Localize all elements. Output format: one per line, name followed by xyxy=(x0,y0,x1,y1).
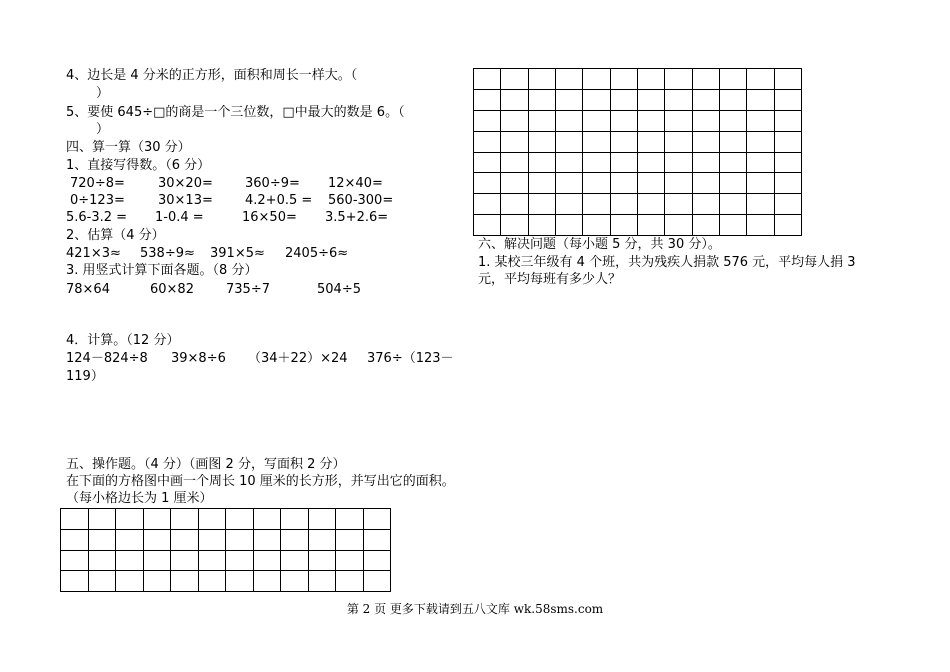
grid-cell[interactable] xyxy=(116,529,144,550)
grid-cell[interactable] xyxy=(474,69,501,90)
grid-cell[interactable] xyxy=(116,571,144,592)
grid-cell[interactable] xyxy=(583,152,610,173)
sub-1-title: 1、直接写得数。（6 分） xyxy=(66,158,211,173)
direct-item: 1-0.4 = xyxy=(155,210,204,225)
direct-row-3 xyxy=(0,210,460,226)
grid-cell[interactable] xyxy=(363,509,391,530)
grid-cell[interactable] xyxy=(88,529,116,550)
sub-2-title: 2、估算（4 分） xyxy=(66,228,165,243)
grid-cell[interactable] xyxy=(747,215,774,236)
compute-row xyxy=(0,351,460,367)
grid-cell[interactable] xyxy=(474,131,501,152)
grid-cell[interactable] xyxy=(363,529,391,550)
section-5-note: （每小格边长为 1 厘米） xyxy=(66,491,213,506)
grid-cell[interactable] xyxy=(171,529,199,550)
grid-cell[interactable] xyxy=(555,110,582,131)
grid-cell[interactable] xyxy=(555,215,582,236)
grid-cell[interactable] xyxy=(692,173,719,194)
grid-cell[interactable] xyxy=(501,215,528,236)
sub-3-title: 3. 用竖式计算下面各题。（8 分） xyxy=(66,263,258,278)
grid-row xyxy=(474,131,802,152)
grid-cell[interactable] xyxy=(610,152,637,173)
grid-cell[interactable] xyxy=(665,69,692,90)
direct-item: 3.5+2.6= xyxy=(325,210,389,225)
grid-cell[interactable] xyxy=(336,529,364,550)
grid-cell[interactable] xyxy=(747,131,774,152)
grid-cell[interactable] xyxy=(692,69,719,90)
grid-row xyxy=(474,110,802,131)
grid-cell[interactable] xyxy=(226,571,254,592)
grid-row xyxy=(61,529,391,550)
grid-cell[interactable] xyxy=(116,509,144,530)
grid-cell[interactable] xyxy=(555,173,582,194)
grid-cell[interactable] xyxy=(665,131,692,152)
estimate-row xyxy=(0,246,460,262)
estimate-item: 2405÷6≈ xyxy=(285,246,349,261)
grid-cell[interactable] xyxy=(198,550,226,571)
grid-cell[interactable] xyxy=(336,509,364,530)
grid-cell[interactable] xyxy=(774,131,801,152)
grid-cell[interactable] xyxy=(88,571,116,592)
grid-cell[interactable] xyxy=(253,550,281,571)
question-5-text: 5、要使 645÷□的商是一个三位数，□中最大的数是 6。（ xyxy=(66,105,405,120)
grid-cell[interactable] xyxy=(171,550,199,571)
estimate-item: 391×5≈ xyxy=(210,246,265,261)
grid-cell[interactable] xyxy=(555,89,582,110)
grid-cell[interactable] xyxy=(363,571,391,592)
grid-cell[interactable] xyxy=(528,110,555,131)
section-6-title: 六、解决问题（每小题 5 分，共 30 分）。 xyxy=(478,237,721,252)
grid-cell[interactable] xyxy=(747,69,774,90)
problem-1-line-2: 元，平均每班有多少人？ xyxy=(478,272,622,287)
grid-row xyxy=(474,89,802,110)
grid-cell[interactable] xyxy=(692,110,719,131)
grid-cell[interactable] xyxy=(665,110,692,131)
grid-row xyxy=(61,571,391,592)
direct-row-2 xyxy=(0,193,460,209)
grid-cell[interactable] xyxy=(637,110,664,131)
grid-cell[interactable] xyxy=(501,152,528,173)
estimate-item: 538÷9≈ xyxy=(140,246,195,261)
question-5-paren: ） xyxy=(96,122,110,137)
grid-row xyxy=(474,215,802,236)
drawing-grid-right[interactable] xyxy=(473,68,802,236)
grid-row xyxy=(474,194,802,215)
grid-cell[interactable] xyxy=(253,571,281,592)
grid-cell[interactable] xyxy=(774,173,801,194)
grid-cell[interactable] xyxy=(474,89,501,110)
problem-1-line-1: 1. 某校三年级有 4 个班，共为残疾人捐款 576 元，平均每人捐 3 xyxy=(478,255,856,270)
grid-cell[interactable] xyxy=(692,194,719,215)
grid-cell[interactable] xyxy=(308,571,336,592)
grid-cell[interactable] xyxy=(719,131,746,152)
vertical-row xyxy=(0,282,460,298)
grid-cell[interactable] xyxy=(665,89,692,110)
grid-cell[interactable] xyxy=(528,89,555,110)
grid-cell[interactable] xyxy=(719,215,746,236)
compute-item: 39×8÷6 xyxy=(171,351,226,366)
grid-cell[interactable] xyxy=(61,509,89,530)
grid-cell[interactable] xyxy=(719,69,746,90)
grid-cell[interactable] xyxy=(610,110,637,131)
grid-cell[interactable] xyxy=(719,173,746,194)
grid-cell[interactable] xyxy=(474,152,501,173)
direct-item: 12×40= xyxy=(328,176,383,191)
grid-cell[interactable] xyxy=(637,89,664,110)
grid-cell[interactable] xyxy=(88,509,116,530)
grid-cell[interactable] xyxy=(555,69,582,90)
grid-cell[interactable] xyxy=(226,509,254,530)
grid-cell[interactable] xyxy=(719,152,746,173)
vertical-item: 60×82 xyxy=(150,282,194,297)
compute-item: 376÷（123－ xyxy=(367,351,454,366)
section-5-title: 五、操作题。（4 分）（画图 2 分，写面积 2 分） xyxy=(66,457,346,472)
grid-cell[interactable] xyxy=(308,509,336,530)
grid-cell[interactable] xyxy=(774,89,801,110)
grid-cell[interactable] xyxy=(281,529,309,550)
grid-row xyxy=(474,69,802,90)
grid-cell[interactable] xyxy=(637,69,664,90)
grid-cell[interactable] xyxy=(143,550,171,571)
grid-cell[interactable] xyxy=(610,173,637,194)
grid-cell[interactable] xyxy=(692,131,719,152)
grid-cell[interactable] xyxy=(528,194,555,215)
direct-item: 0÷123= xyxy=(70,193,125,208)
grid-cell[interactable] xyxy=(774,152,801,173)
grid-cell[interactable] xyxy=(528,69,555,90)
drawing-grid-left[interactable] xyxy=(60,508,391,592)
sub-4-title: 4．计算。（12 分） xyxy=(66,333,180,348)
grid-cell[interactable] xyxy=(501,194,528,215)
grid-cell[interactable] xyxy=(281,509,309,530)
grid-cell[interactable] xyxy=(719,89,746,110)
direct-item: 4.2+0.5 = xyxy=(245,193,313,208)
grid-cell[interactable] xyxy=(747,89,774,110)
grid-cell[interactable] xyxy=(665,194,692,215)
grid-cell[interactable] xyxy=(583,194,610,215)
grid-cell[interactable] xyxy=(143,529,171,550)
grid-cell[interactable] xyxy=(610,194,637,215)
question-4-text: 4、边长是 4 分米的正方形，面积和周长一样大。（ xyxy=(66,68,358,83)
grid-cell[interactable] xyxy=(501,89,528,110)
vertical-item: 78×64 xyxy=(66,282,110,297)
grid-cell[interactable] xyxy=(336,550,364,571)
grid-cell[interactable] xyxy=(610,215,637,236)
direct-item: 30×20= xyxy=(158,176,213,191)
direct-row-1 xyxy=(0,176,460,192)
grid-cell[interactable] xyxy=(583,215,610,236)
grid-cell[interactable] xyxy=(281,571,309,592)
grid-cell[interactable] xyxy=(610,69,637,90)
grid-cell[interactable] xyxy=(363,550,391,571)
grid-cell[interactable] xyxy=(198,571,226,592)
vertical-item: 735÷7 xyxy=(226,282,270,297)
grid-cell[interactable] xyxy=(308,529,336,550)
grid-cell[interactable] xyxy=(171,509,199,530)
grid-cell[interactable] xyxy=(61,571,89,592)
grid-row xyxy=(474,152,802,173)
grid-cell[interactable] xyxy=(501,69,528,90)
grid-row xyxy=(474,173,802,194)
grid-cell[interactable] xyxy=(665,152,692,173)
grid-cell[interactable] xyxy=(637,152,664,173)
grid-cell[interactable] xyxy=(774,194,801,215)
grid-cell[interactable] xyxy=(719,110,746,131)
grid-cell[interactable] xyxy=(143,509,171,530)
grid-cell[interactable] xyxy=(637,173,664,194)
grid-cell[interactable] xyxy=(583,131,610,152)
grid-cell[interactable] xyxy=(528,173,555,194)
grid-cell[interactable] xyxy=(336,571,364,592)
grid-cell[interactable] xyxy=(747,173,774,194)
grid-cell[interactable] xyxy=(88,550,116,571)
grid-cell[interactable] xyxy=(583,69,610,90)
grid-cell[interactable] xyxy=(198,509,226,530)
grid-cell[interactable] xyxy=(719,194,746,215)
direct-item: 16×50= xyxy=(242,210,297,225)
grid-cell[interactable] xyxy=(610,89,637,110)
grid-cell[interactable] xyxy=(555,131,582,152)
grid-cell[interactable] xyxy=(665,173,692,194)
direct-item: 360÷9= xyxy=(245,176,300,191)
grid-cell[interactable] xyxy=(61,529,89,550)
grid-cell[interactable] xyxy=(116,550,144,571)
grid-cell[interactable] xyxy=(583,89,610,110)
grid-cell[interactable] xyxy=(253,529,281,550)
grid-cell[interactable] xyxy=(61,550,89,571)
grid-cell[interactable] xyxy=(226,550,254,571)
grid-cell[interactable] xyxy=(774,110,801,131)
grid-cell[interactable] xyxy=(474,173,501,194)
grid-cell[interactable] xyxy=(501,173,528,194)
grid-cell[interactable] xyxy=(555,152,582,173)
grid-cell[interactable] xyxy=(528,131,555,152)
grid-cell[interactable] xyxy=(474,194,501,215)
page-footer: 第 2 页 更多下载请到五八文库 wk.58sms.com xyxy=(346,602,604,616)
compute-item: （34＋22）×24 xyxy=(248,351,348,366)
grid-cell[interactable] xyxy=(555,194,582,215)
compute-continuation: 119） xyxy=(66,369,104,384)
grid-cell[interactable] xyxy=(253,509,281,530)
grid-cell[interactable] xyxy=(637,131,664,152)
grid-cell[interactable] xyxy=(501,131,528,152)
grid-cell[interactable] xyxy=(637,215,664,236)
grid-cell[interactable] xyxy=(226,529,254,550)
direct-item: 30×13= xyxy=(158,193,213,208)
direct-item: 560-300= xyxy=(328,193,394,208)
grid-cell[interactable] xyxy=(665,215,692,236)
grid-cell[interactable] xyxy=(528,152,555,173)
grid-cell[interactable] xyxy=(747,194,774,215)
grid-cell[interactable] xyxy=(198,529,226,550)
grid-cell[interactable] xyxy=(474,215,501,236)
grid-cell[interactable] xyxy=(774,69,801,90)
grid-cell[interactable] xyxy=(501,110,528,131)
grid-cell[interactable] xyxy=(692,89,719,110)
grid-cell[interactable] xyxy=(143,571,171,592)
grid-cell[interactable] xyxy=(774,215,801,236)
grid-cell[interactable] xyxy=(308,550,336,571)
grid-cell[interactable] xyxy=(747,110,774,131)
grid-cell[interactable] xyxy=(583,173,610,194)
section-5-instruction: 在下面的方格图中画一个周长 10 厘米的长方形，并写出它的面积。 xyxy=(66,474,455,489)
grid-cell[interactable] xyxy=(171,571,199,592)
grid-cell[interactable] xyxy=(692,215,719,236)
grid-cell[interactable] xyxy=(583,110,610,131)
section-4-title: 四、算一算（30 分） xyxy=(66,140,191,155)
grid-cell[interactable] xyxy=(281,550,309,571)
direct-item: 5.6-3.2 = xyxy=(66,210,128,225)
grid-cell[interactable] xyxy=(610,131,637,152)
estimate-item: 421×3≈ xyxy=(66,246,121,261)
grid-cell[interactable] xyxy=(692,152,719,173)
grid-cell[interactable] xyxy=(474,110,501,131)
direct-item: 720÷8= xyxy=(70,176,125,191)
grid-cell[interactable] xyxy=(747,152,774,173)
grid-cell[interactable] xyxy=(637,194,664,215)
grid-row xyxy=(61,509,391,530)
question-4-paren: ） xyxy=(96,86,110,101)
grid-cell[interactable] xyxy=(528,215,555,236)
compute-item: 124－824÷8 xyxy=(66,351,148,366)
vertical-item: 504÷5 xyxy=(317,282,361,297)
grid-row xyxy=(61,550,391,571)
